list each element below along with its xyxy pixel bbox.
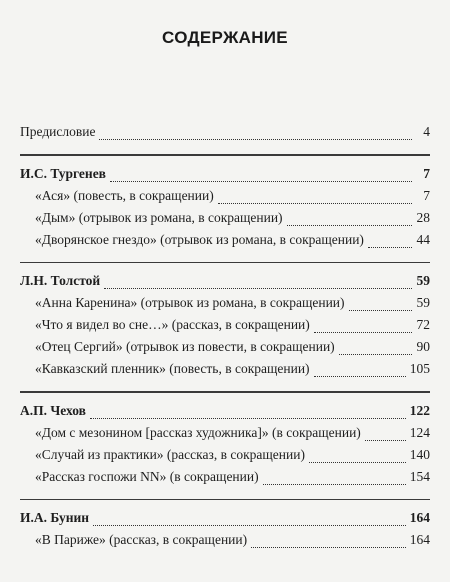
section-divider: [20, 154, 430, 156]
toc-entry-page: 72: [416, 317, 430, 332]
dot-leader: [365, 439, 406, 441]
toc-entry: [20, 232, 430, 254]
toc-entry-title: «Кавказский пленник» (повесть, в сокращении): [35, 361, 310, 376]
dot-leader: [99, 138, 412, 140]
toc-entry: [20, 361, 430, 383]
toc-entry-title: «Анна Каренина» (отрывок из романа, в сокращении): [35, 295, 345, 310]
author-name: Л.Н. Толстой: [20, 273, 101, 288]
toc-entry-title: «В Париже» (рассказ, в сокращении): [35, 532, 248, 547]
toc-entry: [20, 339, 430, 361]
toc-entry-page: 164: [409, 532, 430, 547]
toc-entry-title: «Ася» (повесть, в сокращении): [35, 187, 214, 203]
dot-leader: [349, 309, 412, 311]
toc-entry: [20, 317, 430, 339]
dot-leader: [368, 246, 412, 248]
toc-entry: [20, 447, 430, 469]
toc-entry-title: «Дом с мезонином [рассказ художника]» (в сокращении): [35, 424, 361, 440]
toc-entry-page: 7: [423, 187, 430, 203]
section-divider: [20, 499, 430, 501]
toc-author-chekhov: [20, 403, 430, 425]
dot-leader: [93, 524, 406, 526]
dot-leader: [287, 224, 412, 226]
dot-leader: [218, 202, 412, 204]
dot-leader: [314, 331, 412, 333]
toc-entry: [20, 469, 430, 491]
author-page: 59: [416, 273, 430, 288]
toc-entry-preface: [20, 124, 430, 146]
toc-entry: [20, 532, 430, 554]
toc-entry-title: «Дворянское гнездо» (отрывок из романа, в сокращении): [35, 231, 364, 247]
toc-entry-title: «Дым» (отрывок из романа, в сокращении): [35, 209, 283, 225]
author-page: 7: [423, 165, 430, 181]
toc-entry: [20, 210, 430, 232]
dot-leader: [251, 546, 406, 548]
dot-leader: [309, 461, 406, 463]
dot-leader: [90, 417, 406, 419]
dot-leader: [339, 353, 412, 355]
toc-entry: [20, 188, 430, 210]
table-of-contents: [20, 124, 430, 554]
toc-entry: [20, 295, 430, 317]
author-page: 122: [409, 402, 430, 418]
toc-entry-title: Предисловие: [20, 124, 96, 139]
toc-author-turgenev: [20, 166, 430, 188]
toc-author-tolstoy: [20, 273, 430, 295]
author-page: 164: [409, 510, 430, 525]
toc-entry-page: 124: [409, 424, 430, 440]
toc-entry-page: 90: [416, 339, 430, 354]
toc-entry-page: 140: [409, 446, 430, 462]
dot-leader: [263, 483, 406, 485]
toc-entry-page: 4: [423, 124, 430, 139]
section-divider: [20, 262, 430, 264]
toc-author-bunin: [20, 510, 430, 532]
section-divider: [20, 391, 430, 393]
author-name: И.С. Тургенев: [20, 165, 106, 181]
toc-entry: [20, 425, 430, 447]
dot-leader: [110, 180, 412, 182]
toc-entry-page: 44: [416, 231, 430, 247]
page-title: СОДЕРЖАНИЕ: [162, 28, 288, 47]
toc-entry-page: 105: [409, 361, 430, 376]
toc-entry-title: «Отец Сергий» (отрывок из повести, в сокращении): [35, 339, 335, 354]
toc-entry-page: 59: [416, 295, 430, 310]
toc-entry-page: 154: [409, 468, 430, 484]
toc-entry-title: «Случай из практики» (рассказ, в сокращении): [35, 446, 305, 462]
author-name: И.А. Бунин: [20, 510, 90, 525]
toc-entry-page: 28: [416, 209, 430, 225]
dot-leader: [314, 375, 406, 377]
toc-entry-title: «Рассказ госпожи NN» (в сокращении): [35, 468, 259, 484]
author-name: А.П. Чехов: [20, 402, 86, 418]
toc-entry-title: «Что я видел во сне…» (рассказ, в сокращении): [35, 317, 310, 332]
dot-leader: [104, 287, 412, 289]
